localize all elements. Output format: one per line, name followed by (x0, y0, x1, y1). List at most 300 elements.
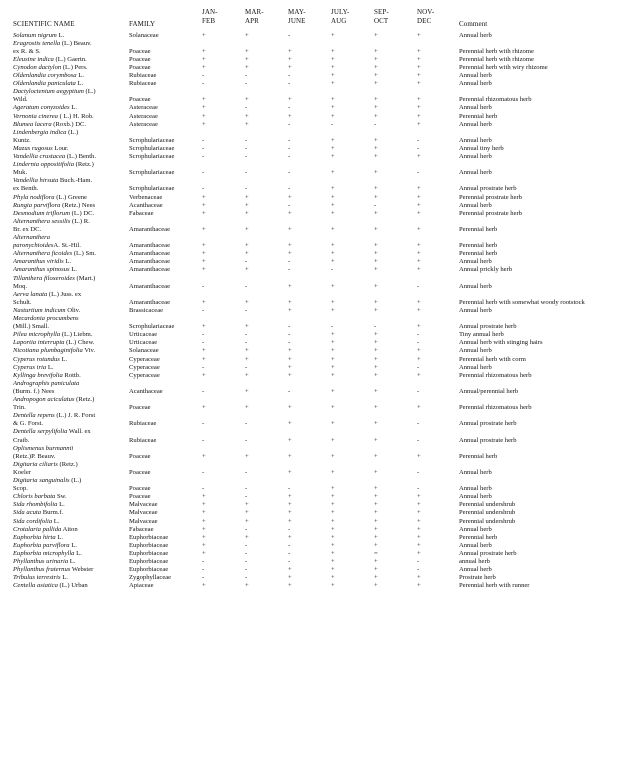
presence-cell: - (288, 104, 291, 112)
family-cell: Scrophulariaceae (129, 323, 175, 331)
table-row (0, 56, 643, 64)
table-row (0, 153, 643, 161)
scientific-name (13, 161, 94, 169)
presence-cell: + (374, 582, 378, 590)
table-row (0, 169, 643, 177)
presence-cell: - (245, 80, 248, 88)
family-cell: Apiaceae (129, 582, 154, 590)
presence-cell: + (374, 404, 378, 412)
presence-cell: + (245, 112, 249, 120)
presence-cell: + (288, 347, 292, 355)
table-row (0, 104, 643, 112)
table-row (0, 64, 643, 72)
presence-cell: + (288, 493, 292, 501)
scientific-name (13, 404, 26, 412)
scientific-name (13, 437, 29, 445)
presence-cell: + (202, 355, 206, 363)
presence-cell: - (288, 144, 291, 152)
comment-cell: Annual prostrate herb (459, 185, 517, 193)
author: (Burm. f.) Nees (13, 387, 55, 395)
species-name: Cyperus iria (13, 363, 47, 371)
presence-cell: + (288, 371, 292, 379)
family-cell: Zygophyllaceae (129, 574, 172, 582)
table-row (0, 258, 643, 266)
table-row (0, 80, 643, 88)
presence-cell: + (288, 112, 292, 120)
presence-cell: + (331, 144, 335, 152)
presence-cell: + (417, 258, 421, 266)
presence-cell: + (331, 541, 335, 549)
presence-cell: + (288, 533, 292, 541)
author: Kuntz. (13, 136, 31, 144)
presence-cell: - (417, 339, 420, 347)
family-cell: Urticaceae (129, 331, 158, 339)
species-name: Dentella repens (13, 412, 55, 420)
family-cell: Scrophulariaceae (129, 136, 175, 144)
author: Buch.-Ham. (59, 177, 93, 185)
presence-cell: + (374, 509, 378, 517)
presence-cell: + (331, 96, 335, 104)
scientific-name (13, 113, 94, 121)
scientific-name (13, 226, 41, 234)
presence-cell: + (202, 371, 206, 379)
table-row (0, 396, 643, 404)
species-name: Rungia parviflora (13, 201, 61, 209)
presence-cell: - (417, 282, 420, 290)
presence-cell: + (417, 225, 421, 233)
presence-cell: - (245, 485, 248, 493)
scientific-name (13, 501, 65, 509)
author: L. (71, 541, 77, 549)
presence-cell: - (245, 566, 248, 574)
presence-cell: - (245, 306, 248, 314)
family-cell: Euphorbiaceae (129, 549, 169, 557)
scientific-name (13, 542, 77, 550)
presence-cell: + (202, 55, 206, 63)
presence-cell: + (374, 112, 378, 120)
presence-cell: + (417, 96, 421, 104)
presence-cell: + (331, 193, 335, 201)
presence-cell: + (417, 371, 421, 379)
family-cell: Euphorbiaceae (129, 541, 169, 549)
comment-cell: Perennial herb (459, 242, 498, 250)
presence-cell: + (245, 63, 249, 71)
presence-cell: + (374, 339, 378, 347)
presence-cell: + (417, 541, 421, 549)
presence-cell: + (245, 209, 249, 217)
presence-cell: + (331, 468, 335, 476)
table-row (0, 526, 643, 534)
species-name: Mecardonia procumbens (13, 315, 79, 322)
author: A. St.-Hil. (53, 242, 81, 250)
table-row (0, 437, 643, 445)
presence-cell: + (245, 250, 249, 258)
table-row (0, 542, 643, 550)
comment-cell: Annual herb (459, 31, 492, 39)
species-name: Euphorbia microphylla (13, 549, 75, 557)
species-name: Ageratum conyzoides (13, 104, 70, 112)
presence-cell: + (245, 347, 249, 355)
author: (L.) Juss. ex (48, 290, 82, 298)
presence-cell: - (288, 185, 291, 193)
table-row (0, 96, 643, 104)
comment-cell: Perennial undershrub (459, 501, 516, 509)
presence-cell: - (288, 549, 291, 557)
comment-cell: Perennial herb with corm (459, 355, 526, 363)
presence-cell: + (245, 96, 249, 104)
family-cell: Poaceae (129, 493, 151, 501)
presence-cell: - (245, 493, 248, 501)
presence-cell: - (202, 436, 205, 444)
scientific-name (13, 412, 95, 420)
presence-cell: - (288, 558, 291, 565)
comment-cell: Perennial herb with somewhat woody rootstock (459, 298, 585, 306)
table-row (0, 582, 643, 590)
comment-cell: Annual herb (459, 282, 492, 290)
presence-cell: + (417, 355, 421, 363)
presence-cell: + (331, 363, 335, 371)
author: Aiton (62, 525, 78, 533)
scientific-name (13, 526, 78, 534)
scientific-name (13, 72, 84, 80)
species-name: Crotalaria pallida (13, 525, 62, 533)
author: (Retz.) (75, 161, 94, 169)
scientific-name (13, 185, 38, 193)
table-row (0, 266, 643, 274)
presence-cell: + (288, 509, 292, 517)
presence-cell: - (331, 266, 334, 274)
scientific-name (13, 461, 78, 469)
species-name: Andrographis paniculata (13, 379, 80, 387)
presence-cell: - (202, 282, 205, 290)
author: L. (62, 574, 68, 582)
scientific-name (13, 56, 87, 64)
presence-cell: + (417, 185, 421, 193)
author: L. (69, 558, 76, 565)
scientific-name (13, 356, 67, 364)
species-name: Lindenbergia indica (13, 128, 67, 136)
presence-cell: + (417, 493, 421, 501)
scientific-name (13, 32, 64, 40)
scientific-name (13, 275, 95, 283)
scientific-name (13, 493, 67, 501)
species-name: Kyllinga brevifolia (13, 371, 63, 379)
comment-cell: Perennial herb with rhizome (459, 55, 534, 63)
scientific-name (13, 234, 50, 242)
presence-cell: + (202, 517, 206, 525)
presence-cell: - (417, 136, 420, 144)
presence-cell: + (288, 517, 292, 525)
comment-cell: Perennial herb with rhizome (459, 47, 534, 55)
header-month-2: MAY- JUNE (288, 8, 306, 25)
author: L. (59, 501, 65, 509)
presence-cell: - (288, 31, 291, 39)
header-month-3: JULY- AUG (331, 8, 350, 25)
presence-cell: + (417, 525, 421, 533)
author: L. (71, 266, 77, 274)
presence-cell: - (202, 144, 205, 152)
author: L. (71, 104, 77, 112)
comment-cell: Annual tiny herb (459, 144, 504, 152)
presence-cell: + (202, 533, 206, 541)
comment-cell: Annual herb (459, 363, 492, 371)
scientific-name (13, 445, 73, 453)
table-row (0, 323, 643, 331)
scientific-name (13, 388, 54, 396)
presence-cell: + (288, 209, 292, 217)
scientific-name (13, 299, 32, 307)
family-cell: Rubiaceae (129, 80, 157, 88)
presence-cell: + (374, 250, 378, 258)
presence-cell: + (417, 120, 421, 128)
presence-cell: - (202, 72, 205, 79)
presence-cell: + (245, 452, 249, 460)
presence-cell: - (245, 136, 248, 144)
family-cell: Cyperaceae (129, 355, 160, 363)
table-row (0, 72, 643, 80)
author: (L.) (71, 477, 82, 484)
presence-cell: + (202, 323, 206, 331)
presence-cell: + (331, 298, 335, 306)
presence-cell: + (374, 420, 378, 428)
presence-cell: + (331, 420, 335, 428)
scientific-name (13, 258, 71, 266)
table-row (0, 550, 643, 558)
presence-cell: + (374, 371, 378, 379)
presence-cell: + (202, 549, 206, 557)
species-name: Vernonia cinerea (13, 112, 58, 120)
presence-cell: + (331, 306, 335, 314)
presence-cell: + (245, 404, 249, 412)
presence-cell: + (417, 404, 421, 412)
presence-cell: + (288, 452, 292, 460)
presence-cell: + (288, 468, 292, 476)
presence-cell: + (417, 55, 421, 63)
presence-cell: + (202, 501, 206, 509)
presence-cell: - (202, 420, 205, 428)
presence-cell: + (245, 533, 249, 541)
author: (Mill.) Small. (13, 323, 50, 331)
presence-cell: + (374, 298, 378, 306)
scientific-name (13, 380, 79, 388)
comment-cell: Annual prostrate herb (459, 549, 517, 557)
species-name: Phyllanthus urinaria (13, 558, 69, 565)
scientific-name (13, 48, 41, 56)
presence-cell: + (288, 55, 292, 63)
family-cell: Poaceae (129, 55, 151, 63)
species-name: Alternanthera ficoides (13, 250, 73, 258)
scientific-name (13, 202, 95, 210)
species-name: Oldenlandia paniculata (13, 80, 76, 88)
comment-cell: Perennial herb (459, 452, 498, 460)
scientific-name (13, 372, 81, 380)
family-cell: Malvaceae (129, 517, 158, 525)
family-cell: Rubiaceae (129, 72, 157, 79)
scientific-name (13, 509, 63, 517)
presence-cell: + (417, 509, 421, 517)
author: Rottb. (64, 371, 81, 379)
scientific-name (13, 218, 90, 226)
comment-cell: Annual herb (459, 258, 492, 266)
presence-cell: + (374, 525, 378, 533)
presence-cell: + (374, 242, 378, 250)
family-cell: Poaceae (129, 468, 151, 476)
scientific-name (13, 566, 93, 574)
scientific-name (13, 96, 28, 104)
presence-cell: + (288, 193, 292, 201)
species-name: Blumea lacera (13, 120, 52, 128)
presence-cell: + (374, 144, 378, 152)
scientific-name (13, 153, 96, 161)
presence-cell: + (331, 55, 335, 63)
presence-cell: + (417, 31, 421, 39)
presence-cell: - (417, 144, 420, 152)
family-cell: Amaranthaceae (129, 225, 170, 233)
scientific-name (13, 169, 27, 177)
table-row (0, 356, 643, 364)
species-name: Nicotiana plumbaginifolia (13, 347, 83, 355)
presence-cell: + (202, 96, 206, 104)
presence-cell: - (288, 120, 291, 128)
presence-cell: + (245, 323, 249, 331)
presence-cell: - (245, 169, 248, 177)
family-cell: Poaceae (129, 404, 151, 412)
presence-cell: + (331, 574, 335, 582)
species-name: Tribulus terrestris (13, 574, 61, 582)
author: (L.) (85, 88, 96, 96)
table-row (0, 32, 643, 40)
presence-cell: + (374, 436, 378, 444)
presence-cell: + (202, 298, 206, 306)
scientific-name (13, 582, 88, 590)
comment-cell: Annual herb (459, 120, 492, 128)
table-row (0, 558, 643, 566)
scientific-name (13, 574, 68, 582)
table-row (0, 242, 643, 250)
family-cell: Scrophulariaceae (129, 185, 175, 193)
presence-cell: - (288, 331, 291, 339)
table-row (0, 161, 643, 169)
family-cell: Rubiaceae (129, 436, 157, 444)
presence-cell: - (288, 169, 291, 177)
table-row (0, 113, 643, 121)
author: L. (65, 258, 72, 266)
presence-cell: + (331, 387, 335, 395)
scientific-name (13, 477, 81, 485)
presence-cell: + (374, 209, 378, 217)
presence-cell: - (245, 331, 248, 339)
presence-cell: + (288, 404, 292, 412)
author: Trin. (13, 404, 26, 412)
presence-cell: - (288, 266, 291, 274)
presence-cell: + (417, 347, 421, 355)
comment-cell: Annual prostrate herb (459, 323, 517, 331)
presence-cell: + (331, 209, 335, 217)
presence-cell: + (202, 452, 206, 460)
species-name: Alternanthera sessilis (13, 217, 71, 225)
comment-cell: Annual herb (459, 201, 492, 209)
presence-cell: - (202, 136, 205, 144)
presence-cell: + (374, 96, 378, 104)
family-cell: Scrophulariaceae (129, 153, 175, 160)
author: Schult. (13, 298, 32, 306)
scientific-name (13, 283, 27, 291)
presence-cell: + (331, 404, 335, 412)
table-row (0, 477, 643, 485)
presence-cell: + (202, 201, 206, 209)
presence-cell: + (374, 331, 378, 339)
comment-cell: Annual herb (459, 153, 492, 160)
presence-cell: + (417, 250, 421, 258)
scientific-name (13, 291, 81, 299)
comment-cell: Annual herb (459, 104, 492, 112)
family-cell: Euphorbiaceae (129, 533, 169, 541)
presence-cell: - (288, 258, 291, 266)
family-cell: Cyperaceae (129, 363, 160, 371)
presence-cell: + (245, 298, 249, 306)
presence-cell: + (331, 153, 335, 160)
presence-cell: + (374, 533, 378, 541)
presence-cell: + (202, 266, 206, 274)
family-cell: Poaceae (129, 485, 151, 493)
author: Craib. (13, 436, 30, 444)
comment-cell: Annual/perennial herb (459, 387, 519, 395)
presence-cell: + (374, 72, 378, 79)
presence-cell: + (374, 306, 378, 314)
species-name: Digitaria sanguinalis (13, 477, 70, 484)
scientific-name (13, 550, 82, 558)
scientific-name (13, 121, 86, 129)
author: (Retz.) (76, 396, 95, 403)
presence-cell: - (245, 144, 248, 152)
family-cell: Poaceae (129, 452, 151, 460)
presence-cell: - (202, 574, 205, 582)
presence-cell: + (245, 47, 249, 55)
author: Sw. (56, 493, 67, 501)
presence-cell: - (331, 323, 334, 331)
comment-cell: Annual herb (459, 169, 492, 177)
presence-cell: - (417, 558, 420, 565)
presence-cell: + (331, 136, 335, 144)
presence-cell: + (331, 282, 335, 290)
author: Viv. (84, 347, 96, 355)
author: Burm.f. (42, 509, 64, 517)
family-cell: Fabaceae (129, 209, 154, 217)
author: Oliv. (67, 306, 81, 314)
presence-cell: + (331, 501, 335, 509)
presence-cell: - (245, 525, 248, 533)
author: Lour. (54, 144, 69, 152)
comment-cell: Perennial undershrub (459, 509, 516, 517)
presence-cell: + (417, 452, 421, 460)
table-row (0, 534, 643, 542)
header-comment: Comment (459, 20, 488, 28)
family-cell: Amaranthaceae (129, 298, 170, 306)
family-cell: Rubiaceae (129, 420, 157, 428)
presence-cell: + (202, 104, 206, 112)
scientific-name (13, 485, 28, 493)
presence-cell: - (417, 387, 420, 395)
presence-cell: + (288, 363, 292, 371)
presence-cell: + (202, 582, 206, 590)
species-name: Laportia interrupta (13, 339, 65, 347)
presence-cell: + (288, 582, 292, 590)
comment-cell: Perennial prostrate herb (459, 209, 522, 217)
presence-cell: + (374, 355, 378, 363)
presence-cell: - (202, 185, 205, 193)
presence-cell: + (417, 533, 421, 541)
presence-cell: + (374, 363, 378, 371)
